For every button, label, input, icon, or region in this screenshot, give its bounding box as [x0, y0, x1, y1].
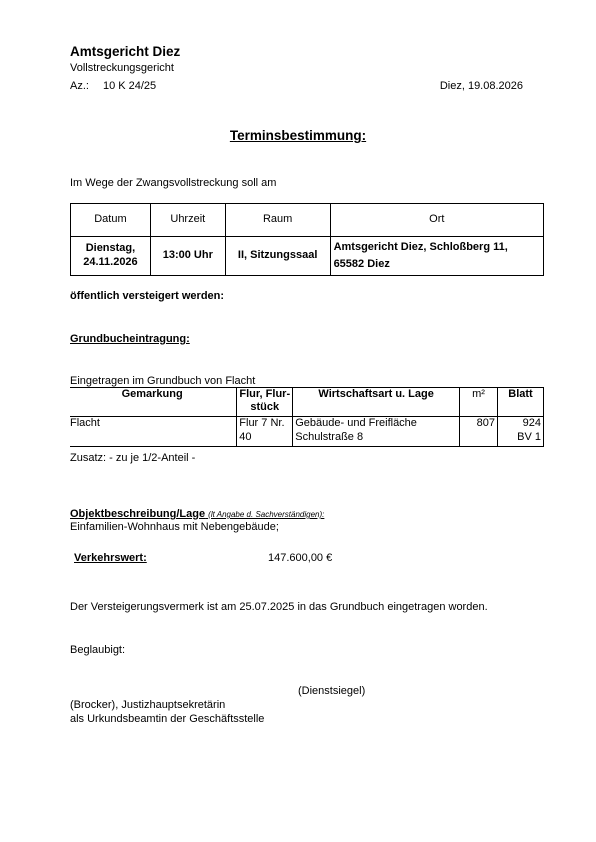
- appointment-row: [71, 237, 544, 276]
- land-register-heading: Grundbucheintragung:: [70, 333, 190, 345]
- header-raum: Raum: [225, 204, 330, 237]
- header-flur-line1: Flur, Flur-: [239, 388, 291, 400]
- appointment-place: [330, 237, 543, 276]
- land-register-header-row: [70, 388, 544, 417]
- header-m2: m²: [460, 388, 498, 417]
- header-datum: Datum: [71, 204, 151, 237]
- header-blatt: Blatt: [498, 388, 544, 417]
- object-description-title: Objektbeschreibung/Lage: [70, 508, 206, 520]
- header-gemarkung: Gemarkung: [70, 388, 237, 417]
- market-value-label: Verkehrswert:: [74, 552, 147, 564]
- share-note: Zusatz: - zu je 1/2-Anteil -: [70, 452, 196, 464]
- auction-statement: öffentlich versteigert werden:: [70, 290, 225, 302]
- cell-flur-line1: Flur 7 Nr.: [239, 417, 285, 429]
- file-reference-number: 10 K 24/25: [102, 80, 157, 92]
- appointment-date-value: 24.11.2026: [83, 256, 138, 269]
- officer-name: (Brocker), Justizhauptsekretärin: [70, 699, 226, 711]
- appointment-place-line2: 65582 Diez: [333, 258, 390, 271]
- cell-wirtschaftsart-line1: Gebäude- und Freifläche: [295, 417, 417, 429]
- appointment-table: [70, 203, 544, 276]
- land-register-row: [70, 417, 544, 447]
- object-description-heading: [70, 508, 324, 522]
- court-name: Amtsgericht Diez: [70, 44, 181, 59]
- header-ort: Ort: [330, 204, 543, 237]
- official-seal-label: (Dienstsiegel): [298, 685, 366, 697]
- header-uhrzeit: Uhrzeit: [150, 204, 225, 237]
- land-register-intro: Eingetragen im Grundbuch von Flacht: [70, 375, 256, 387]
- department: Vollstreckungsgericht: [70, 62, 174, 74]
- document-title: Terminsbestimmung:: [229, 128, 367, 143]
- cell-blatt-line1: 924: [522, 417, 541, 429]
- cell-wirtschaftsart: [293, 417, 460, 447]
- land-register-table: [70, 387, 544, 447]
- cell-blatt: [498, 417, 544, 447]
- cell-flur-line2: 40: [239, 430, 252, 443]
- file-reference-label: Az.:: [70, 80, 89, 92]
- appointment-date: [71, 237, 151, 276]
- appointment-room: II, Sitzungssaal: [225, 237, 330, 276]
- appointment-header-row: [71, 204, 544, 237]
- place-date: Diez, 19.08.2026: [439, 80, 523, 92]
- object-description-text: Einfamilien-Wohnhaus mit Nebengebäude;: [70, 521, 279, 533]
- appointment-time: 13:00 Uhr: [150, 237, 225, 276]
- cell-flur: [237, 417, 293, 447]
- certified-label: Beglaubigt:: [70, 644, 126, 656]
- intro-text: Im Wege der Zwangsvollstreckung soll am: [70, 177, 277, 189]
- object-description-note: (lt Angabe d. Sachverständigen):: [208, 510, 325, 519]
- cell-wirtschaftsart-line2: Schulstraße 8: [295, 430, 364, 443]
- header-flur-line2: stück: [250, 401, 280, 414]
- header-flur: [237, 388, 293, 417]
- header-wirtschaftsart: Wirtschaftsart u. Lage: [293, 388, 460, 417]
- market-value: 147.600,00 €: [268, 552, 333, 564]
- file-reference: [70, 80, 156, 94]
- officer-role: als Urkundsbeamtin der Geschäftsstelle: [70, 713, 265, 725]
- appointment-place-line1: Amtsgericht Diez, Schloßberg 11,: [333, 241, 508, 253]
- cell-m2: 807: [460, 417, 498, 447]
- auction-note: Der Versteigerungsvermerk ist am 25.07.2025 in das Grundbuch eingetragen worden.: [70, 601, 488, 613]
- cell-gemarkung: Flacht: [70, 417, 237, 447]
- cell-blatt-line2: BV 1: [517, 430, 541, 443]
- appointment-date-weekday: Dienstag,: [85, 242, 136, 255]
